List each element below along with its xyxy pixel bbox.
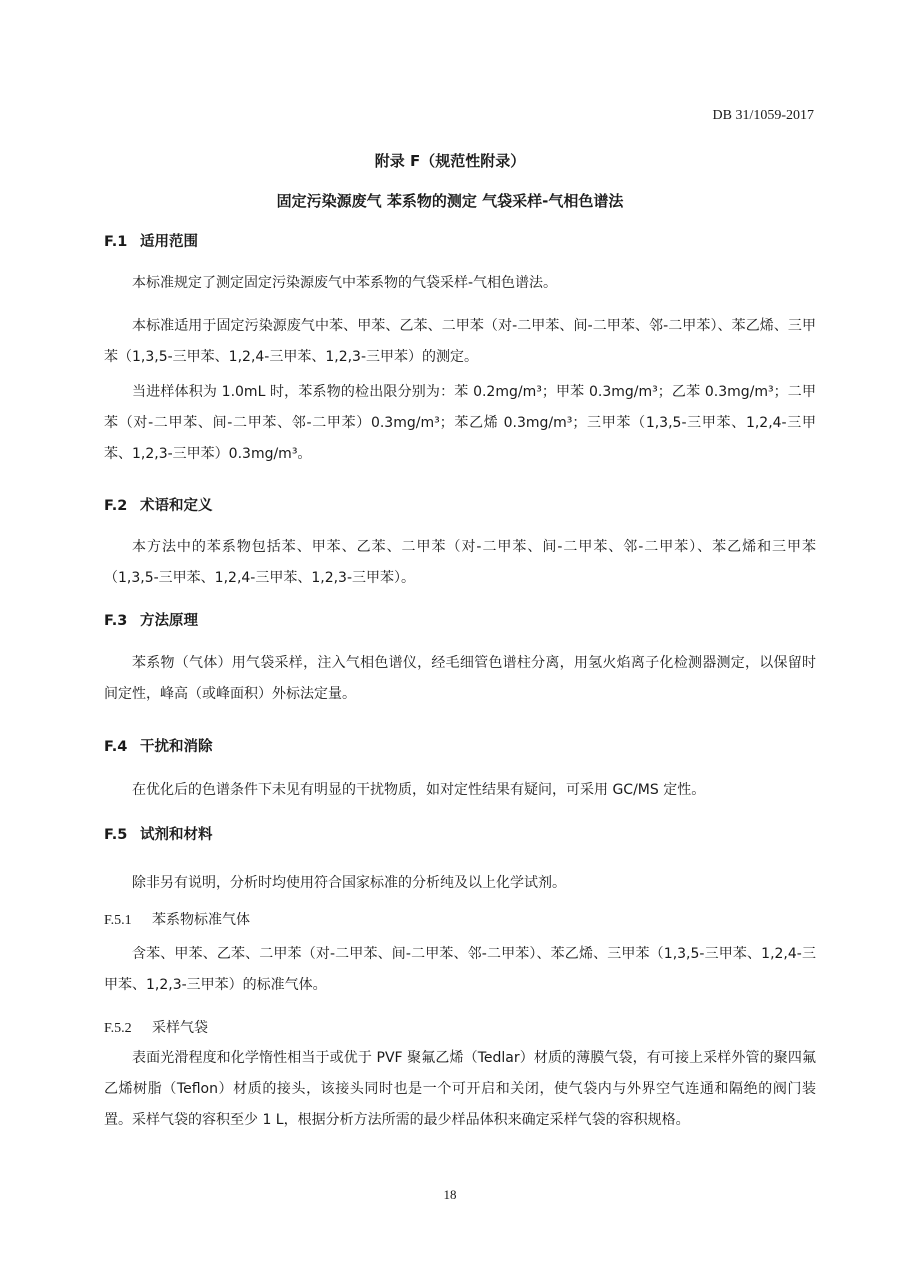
section-number: F.1 xyxy=(104,234,128,250)
subsection-heading-f5-2 xyxy=(104,1017,208,1037)
section-number: F.4 xyxy=(104,739,128,755)
section-title: 试剂和材料 xyxy=(140,827,213,843)
document-code: DB 31/1059-2017 xyxy=(712,108,814,123)
subsection-title: 苯系物标准气体 xyxy=(152,912,250,928)
subsection-title: 采样气袋 xyxy=(152,1020,208,1036)
section-title: 术语和定义 xyxy=(140,498,213,514)
section-heading-f5 xyxy=(104,823,213,844)
paragraph: 在优化后的色谱条件下未见有明显的干扰物质，如对定性结果有疑问，可采用 GC/MS 定性。 xyxy=(132,782,706,798)
paragraph: 苯系物（气体）用气袋采样，注入气相色谱仪，经毛细管色谱柱分离，用氢火焰离子化检测器测定，以保留时间定性，峰高（或峰面积）外标法定量。 xyxy=(104,655,816,702)
section-title: 干扰和消除 xyxy=(140,739,213,755)
section-heading-f3 xyxy=(104,609,198,630)
section-number: F.3 xyxy=(104,613,128,629)
page-number: 18 xyxy=(443,1187,457,1202)
paragraph: 含苯、甲苯、乙苯、二甲苯（对-二甲苯、间-二甲苯、邻-二甲苯）、苯乙烯、三甲苯（1,3,5-三甲苯、1,2,4-三甲苯、1,2,3-三甲苯）的标准气体。 xyxy=(104,946,816,993)
paragraph: 本标准规定了测定固定污染源废气中苯系物的气袋采样-气相色谱法。 xyxy=(132,275,558,291)
subsection-number: F.5.1 xyxy=(104,913,132,928)
section-number: F.2 xyxy=(104,498,128,514)
section-heading-f4 xyxy=(104,735,213,756)
paragraph: 当进样体积为 1.0mL 时，苯系物的检出限分别为：苯 0.2mg/m³；甲苯 0.3mg/m³；乙苯 0.3mg/m³；二甲苯（对-二甲苯、间-二甲苯、邻-二甲苯）0.3mg/m³；苯乙烯 0.3mg/m³；三甲苯（1,3,5-三甲苯、1,2,4-三甲苯、1,2,3-三甲苯）0.3mg/m³。 xyxy=(104,384,816,462)
section-title: 适用范围 xyxy=(140,234,198,250)
paragraph: 本标准适用于固定污染源废气中苯、甲苯、乙苯、二甲苯（对-二甲苯、间-二甲苯、邻-二甲苯）、苯乙烯、三甲苯（1,3,5-三甲苯、1,2,4-三甲苯、1,2,3-三甲苯）的测定。 xyxy=(104,318,816,365)
subsection-number: F.5.2 xyxy=(104,1021,132,1036)
appendix-title: 附录 F（规范性附录） xyxy=(374,152,526,170)
paragraph: 表面光滑程度和化学惰性相当于或优于 PVF 聚氟乙烯（Tedlar）材质的薄膜气袋，有可接上采样外管的聚四氟乙烯树脂（Teflon）材质的接头，该接头同时也是一个可开启和关闭，使气袋内与外界空气连通和隔绝的阀门装置。采样气袋的容积至少 1 L，根据分析方法所需的最少样品体积来确定采样气袋的容积规格。 xyxy=(104,1050,816,1128)
section-title: 方法原理 xyxy=(140,613,198,629)
section-heading-f2 xyxy=(104,494,213,515)
subsection-heading-f5-1 xyxy=(104,909,250,929)
main-title: 固定污染源废气 苯系物的测定 气袋采样-气相色谱法 xyxy=(276,192,624,210)
paragraph: 除非另有说明，分析时均使用符合国家标准的分析纯及以上化学试剂。 xyxy=(132,875,566,891)
section-number: F.5 xyxy=(104,827,128,843)
section-heading-f1 xyxy=(104,230,198,251)
paragraph: 本方法中的苯系物包括苯、甲苯、乙苯、二甲苯（对-二甲苯、间-二甲苯、邻-二甲苯）、苯乙烯和三甲苯（1,3,5-三甲苯、1,2,4-三甲苯、1,2,3-三甲苯）。 xyxy=(104,539,816,586)
